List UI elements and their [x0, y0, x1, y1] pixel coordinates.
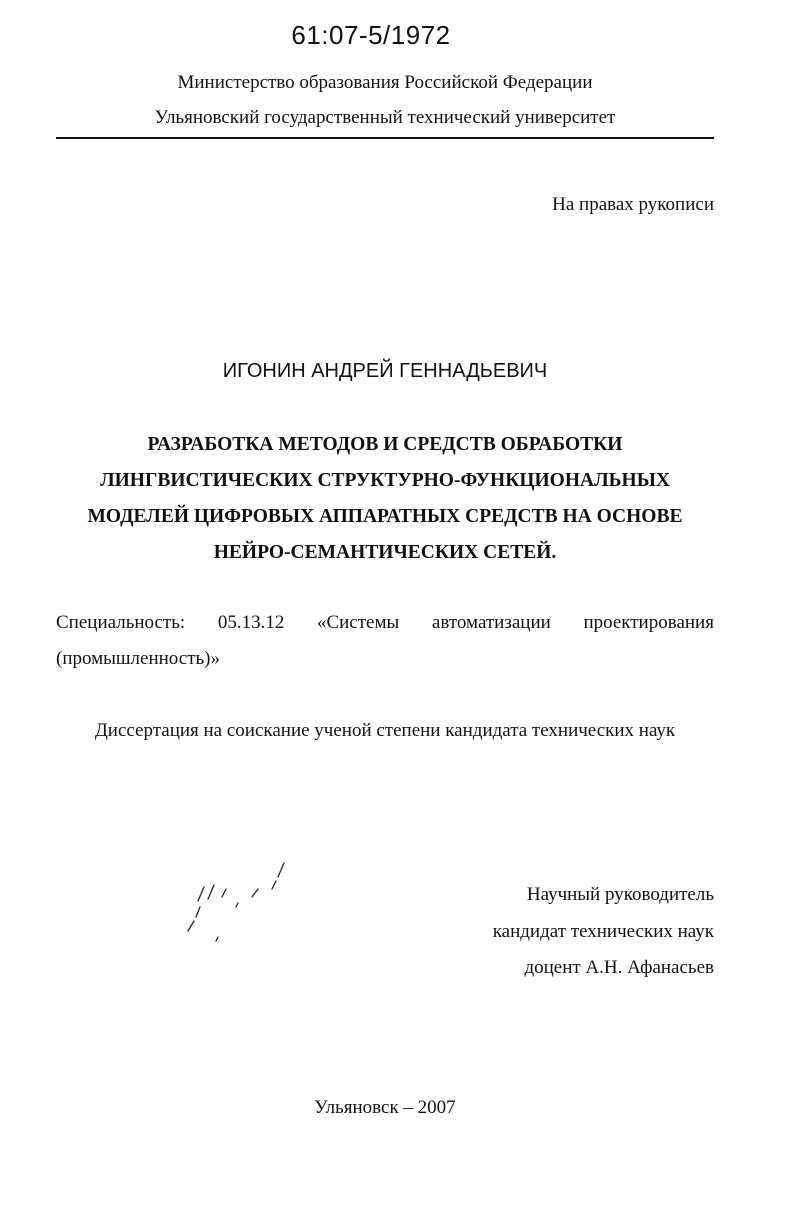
- specialty-word-3: проектирования: [583, 612, 714, 633]
- supervisor-role: Научный руководитель: [526, 884, 714, 905]
- archive-stamp-number: 61:07-5/1972: [291, 20, 451, 50]
- specialty-label: Специальность:: [56, 612, 186, 633]
- university-line: Ульяновский государственный технический университет: [154, 107, 616, 128]
- title-line-3: МОДЕЛЕЙ ЦИФРОВЫХ АППАРАТНЫХ СРЕДСТВ НА ОСНОВЕ: [87, 506, 683, 527]
- title-line-4: НЕЙРО-СЕМАНТИЧЕСКИХ СЕТЕЙ.: [213, 542, 557, 563]
- specialty-word-1: «Системы: [316, 612, 400, 633]
- header-divider: [56, 137, 714, 139]
- city-year: Ульяновск – 2007: [314, 1097, 456, 1118]
- title-line-2: ЛИНГВИСТИЧЕСКИХ СТРУКТУРНО-ФУНКЦИОНАЛЬНЫХ: [100, 470, 670, 491]
- specialty-continuation: (промышленность)»: [56, 648, 221, 669]
- supervisor-name: доцент А.Н. Афанасьев: [524, 957, 714, 978]
- specialty-line: [56, 612, 714, 634]
- dissertation-note: Диссертация на соискание ученой степени кандидата технических наук: [94, 720, 676, 741]
- title-line-1: РАЗРАБОТКА МЕТОДОВ И СРЕДСТВ ОБРАБОТКИ: [147, 434, 623, 455]
- handwritten-signature: [180, 855, 300, 945]
- specialty-code: 05.13.12: [217, 612, 285, 633]
- manuscript-note: На правах рукописи: [552, 194, 714, 215]
- supervisor-degree: кандидат технических наук: [492, 921, 714, 942]
- ministry-line: Министерство образования Российской Федерации: [177, 72, 593, 93]
- specialty-word-2: автоматизации: [431, 612, 551, 633]
- author-name: ИГОНИН АНДРЕЙ ГЕННАДЬЕВИЧ: [222, 360, 548, 382]
